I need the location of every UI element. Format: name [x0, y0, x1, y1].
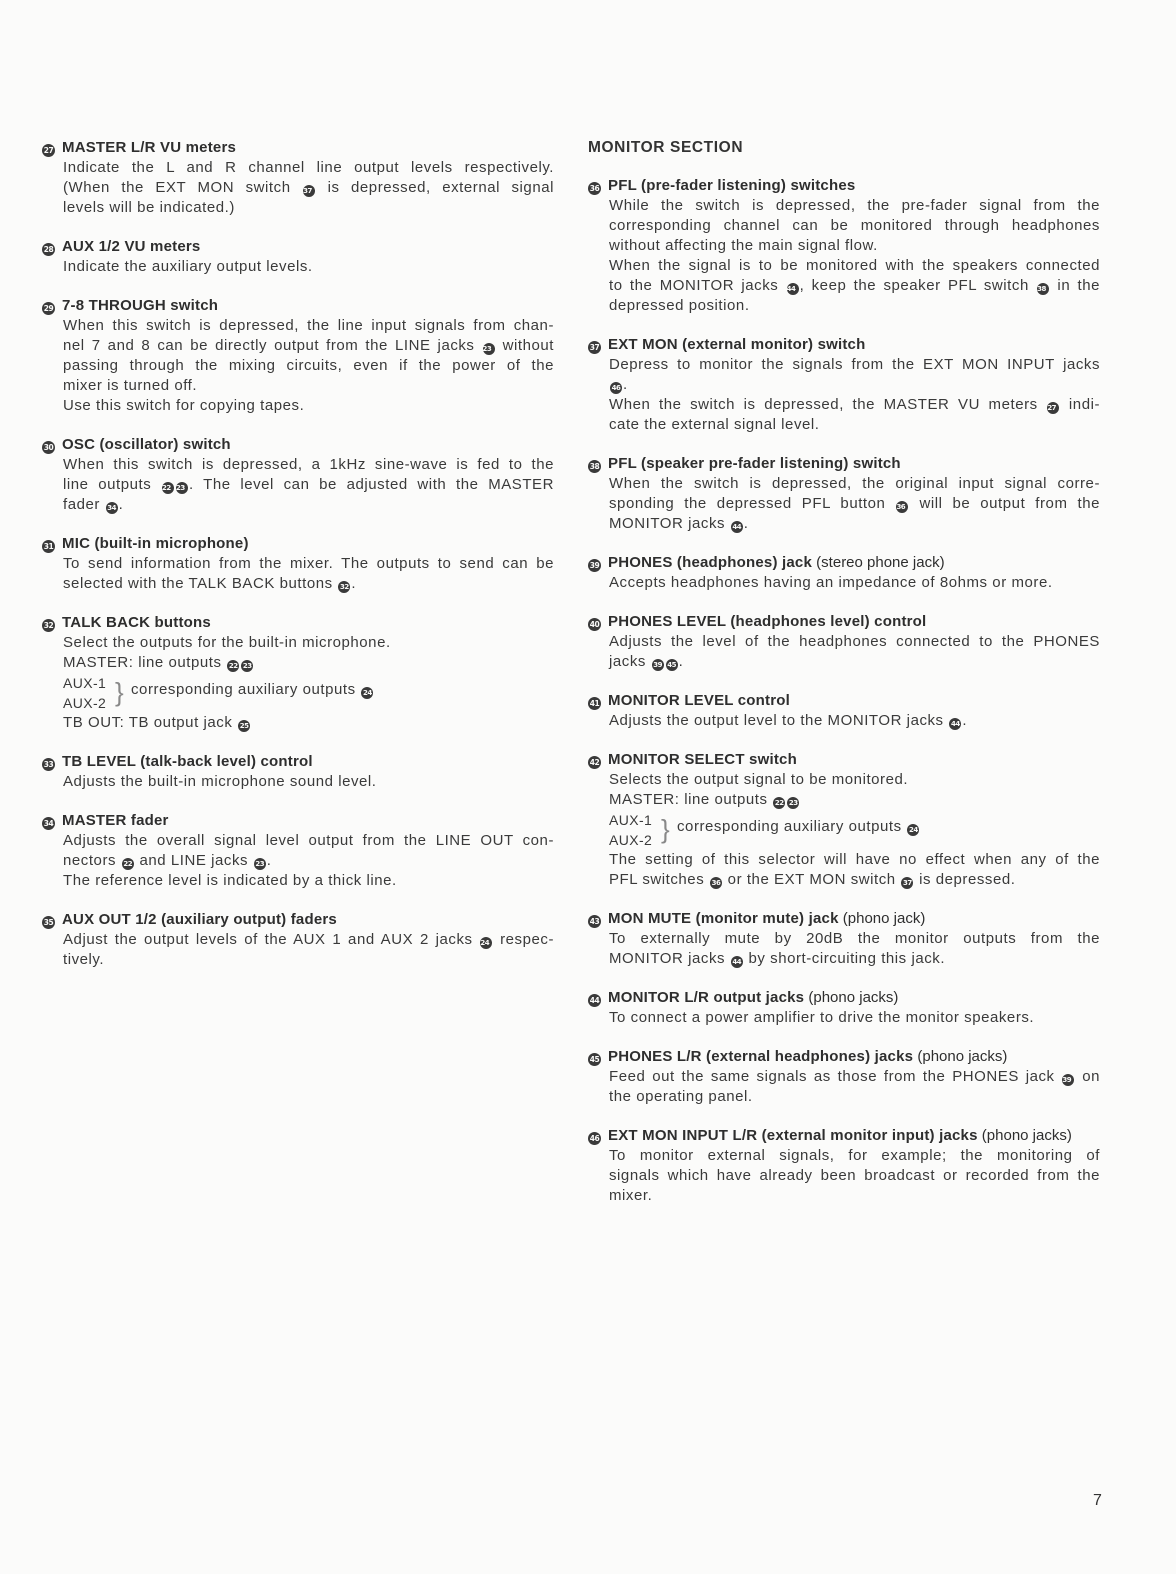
- entry-title: PFL (pre-fader listening) switches: [608, 177, 856, 194]
- reference-number-icon: 36: [896, 501, 908, 513]
- entry-30: [42, 435, 554, 515]
- aux-description: corresponding auxiliary outputs 24: [677, 818, 918, 835]
- text-line: PFL switches 36 or the EXT MON switch 37 is depressed.: [609, 871, 1016, 888]
- text-line: jacks 39 45 .: [609, 653, 684, 670]
- entry-title-note: (phono jacks): [913, 1048, 1008, 1065]
- entry-heading: [588, 454, 1100, 474]
- entry-43: [588, 909, 1100, 969]
- entry-heading: [42, 435, 554, 455]
- text-line: When the signal is to be monitored with the speakers connected: [609, 257, 1100, 274]
- entry-description: [63, 158, 554, 218]
- text-line: cate the external signal level.: [609, 416, 820, 433]
- text-line: To monitor external signals, for example; the monitoring of: [609, 1147, 1100, 1164]
- entry-heading: [588, 750, 1100, 770]
- entry-heading: [588, 1047, 1100, 1067]
- text-line: Adjusts the output level to the MONITOR jacks 44 .: [609, 712, 968, 729]
- text-line: Selects the output signal to be monitored.: [609, 771, 909, 788]
- item-number-icon: 32: [43, 621, 54, 630]
- entry-heading: [588, 612, 1100, 632]
- entry-title-note: (stereo phone jack): [812, 554, 945, 571]
- text-line: MONITOR jacks 44 by short-circuiting this jack.: [609, 950, 946, 967]
- entry-42: [588, 750, 1100, 890]
- item-number-icon: 27: [43, 146, 54, 155]
- item-number-icon: 30: [43, 443, 54, 452]
- entry-description: [63, 633, 554, 733]
- text-line: fader 34 .: [63, 496, 124, 513]
- entry-41: [588, 691, 1100, 731]
- right-column: [588, 138, 1100, 1225]
- text-line: When this switch is depressed, a 1kHz sine-wave is fed to the: [63, 456, 554, 473]
- text-line: To connect a power amplifier to drive the monitor speakers.: [609, 1009, 1035, 1026]
- entry-heading: [588, 335, 1100, 355]
- item-number-icon: 45: [589, 1055, 600, 1064]
- text-line: TB OUT: TB output jack 25: [63, 714, 249, 731]
- text-line: Adjust the output levels of the AUX 1 and AUX 2 jacks 24 respec-: [63, 931, 554, 948]
- text-line: To externally mute by 20dB the monitor outputs from the: [609, 930, 1100, 947]
- text-line: While the switch is depressed, the pre-fader signal from the: [609, 197, 1100, 214]
- reference-number-icon: 45: [667, 661, 677, 669]
- brace-icon: }: [115, 677, 124, 707]
- text-line: nectors 22 and LINE jacks 23 .: [63, 852, 272, 869]
- entry-description: [63, 831, 554, 891]
- item-number-icon: 31: [43, 542, 54, 551]
- entry-37: [588, 335, 1100, 435]
- reference-number-icon: 39: [1062, 1074, 1074, 1086]
- section-title: MONITOR SECTION: [588, 139, 744, 156]
- entry-title: MASTER fader: [62, 812, 169, 829]
- reference-number-icon: 37: [903, 879, 912, 887]
- entry-31: [42, 534, 554, 594]
- entry-description: [609, 355, 1100, 435]
- reference-number-icon: 44: [787, 283, 799, 295]
- text-line: The setting of this selector will have no effect when any of the: [609, 851, 1100, 868]
- reference-number-icon: 38: [1037, 283, 1049, 295]
- reference-number-icon: 34: [107, 504, 117, 512]
- text-line: the operating panel.: [609, 1088, 753, 1105]
- entry-heading: [42, 237, 554, 257]
- entry-title: EXT MON INPUT L/R (external monitor input) jacks: [608, 1127, 978, 1144]
- entry-29: [42, 296, 554, 416]
- reference-number-icon: 22: [228, 662, 238, 670]
- entry-title: MONITOR L/R output jacks: [608, 989, 805, 1006]
- text-line: MONITOR jacks 44 .: [609, 515, 749, 532]
- item-number-icon: 43: [589, 917, 600, 926]
- entry-36: [588, 176, 1100, 316]
- entry-description: [609, 196, 1100, 316]
- entry-title: PHONES LEVEL (headphones level) control: [608, 613, 927, 630]
- reference-number-icon: 32: [340, 583, 349, 591]
- text-line: 46 .: [611, 376, 628, 393]
- item-number-icon: 35: [43, 918, 54, 927]
- entry-description: [63, 554, 554, 594]
- reference-number-icon: 24: [480, 937, 492, 949]
- reference-number-icon: 23: [483, 343, 495, 355]
- entry-description: [609, 929, 1100, 969]
- text-line: When this switch is depressed, the line input signals from chan-: [63, 317, 554, 334]
- entry-description: [609, 474, 1100, 534]
- reference-number-icon: 23: [788, 799, 798, 807]
- entry-title: PFL (speaker pre-fader listening) switch: [608, 455, 901, 472]
- text-line: Adjusts the overall signal level output from the LINE OUT con-: [63, 832, 554, 849]
- text-line: When the switch is depressed, the MASTER VU meters 27 indi-: [609, 396, 1101, 413]
- text-line: Adjusts the level of the headphones connected to the PHONES: [609, 633, 1100, 650]
- text-line: Feed out the same signals as those from the PHONES jack 39 on: [609, 1068, 1100, 1085]
- entry-heading: [42, 138, 554, 158]
- entry-description: [609, 1067, 1100, 1107]
- text-line: mixer.: [609, 1187, 653, 1204]
- item-number-icon: 39: [589, 561, 600, 570]
- entry-40: [588, 612, 1100, 672]
- text-line: MASTER: line outputs 22 23: [63, 654, 252, 671]
- aux-label: AUX-1: [609, 812, 653, 828]
- item-number-icon: 46: [589, 1134, 600, 1143]
- text-line: The reference level is indicated by a thick line.: [63, 872, 397, 889]
- text-line: Use this switch for copying tapes.: [63, 397, 305, 414]
- entry-description: [609, 573, 1100, 593]
- text-line: without affecting the main signal flow.: [609, 237, 878, 254]
- text-line: to the MONITOR jacks 44 , keep the speaker PFL switch 38 in the: [609, 277, 1101, 294]
- entry-28: [42, 237, 554, 277]
- item-number-icon: 36: [589, 184, 600, 193]
- item-number-icon: 38: [589, 462, 600, 471]
- text-line: Depress to monitor the signals from the EXT MON INPUT jacks: [609, 356, 1100, 373]
- text-line: mixer is turned off.: [63, 377, 198, 394]
- entry-title: PHONES (headphones) jack: [608, 554, 813, 571]
- entry-title: AUX 1/2 VU meters: [62, 238, 201, 255]
- reference-number-icon: 23: [255, 860, 265, 868]
- entry-description: [609, 711, 1100, 731]
- item-number-icon: 34: [43, 819, 54, 828]
- aux-label: AUX-1: [63, 675, 107, 691]
- entry-heading: [42, 613, 554, 633]
- entry-description: [609, 770, 1100, 890]
- aux-description: corresponding auxiliary outputs 24: [131, 681, 372, 698]
- entry-title: PHONES L/R (external headphones) jacks: [608, 1048, 914, 1065]
- text-line: selected with the TALK BACK buttons 32 .: [63, 575, 357, 592]
- reference-number-icon: 22: [162, 482, 174, 494]
- text-line: MASTER: line outputs 22 23: [609, 791, 798, 808]
- entry-44: [588, 988, 1100, 1028]
- item-number-icon: 33: [43, 760, 54, 769]
- reference-number-icon: 37: [303, 185, 315, 197]
- text-line: Indicate the auxiliary output levels.: [63, 258, 313, 275]
- page-number: 7: [1093, 1492, 1102, 1509]
- entry-heading: [588, 553, 1100, 573]
- entry-title: EXT MON (external monitor) switch: [608, 336, 866, 353]
- entry-heading: [42, 811, 554, 831]
- item-number-icon: 42: [589, 758, 600, 767]
- entry-heading: [588, 909, 1100, 929]
- text-line: corresponding channel can be monitored through headphones: [609, 217, 1100, 234]
- entry-34: [42, 811, 554, 891]
- entry-46: [588, 1126, 1100, 1206]
- text-line: sponding the depressed PFL button 36 will be output from the: [609, 495, 1100, 512]
- text-line: passing through the mixing circuits, even if the power of the: [63, 357, 554, 374]
- item-number-icon: 40: [589, 620, 600, 629]
- text-line: When the switch is depressed, the original input signal corre-: [609, 475, 1100, 492]
- text-line: signals which have already been broadcast or recorded from the: [609, 1167, 1100, 1184]
- entry-heading: [588, 1126, 1100, 1146]
- entry-description: [609, 1008, 1100, 1028]
- entry-title: 7-8 THROUGH switch: [62, 297, 219, 314]
- entry-35: [42, 910, 554, 970]
- entry-27: [42, 138, 554, 218]
- entry-heading: [42, 296, 554, 316]
- entry-title: MIC (built-in microphone): [62, 535, 249, 552]
- entry-title: MON MUTE (monitor mute) jack: [608, 910, 839, 927]
- entry-45: [588, 1047, 1100, 1107]
- text-line: (When the EXT MON switch 37 is depressed, external signal: [63, 179, 554, 196]
- text-line: Adjusts the built-in microphone sound level.: [63, 773, 377, 790]
- entry-description: [63, 257, 554, 277]
- entry-33: [42, 752, 554, 792]
- reference-number-icon: 36: [711, 879, 721, 887]
- reference-number-icon: 23: [176, 482, 188, 494]
- text-line: depressed position.: [609, 297, 750, 314]
- entry-39: [588, 553, 1100, 593]
- reference-number-icon: 44: [732, 958, 742, 966]
- text-line: To send information from the mixer. The outputs to send can be: [63, 555, 554, 572]
- reference-number-icon: 23: [242, 662, 252, 670]
- entry-32: [42, 613, 554, 733]
- item-number-icon: 44: [589, 996, 600, 1005]
- text-line: tively.: [63, 951, 105, 968]
- entry-heading: [42, 534, 554, 554]
- entry-title: MONITOR LEVEL control: [608, 692, 790, 709]
- reference-number-icon: 44: [950, 720, 960, 728]
- entry-heading: [42, 910, 554, 930]
- reference-number-icon: 22: [774, 799, 784, 807]
- item-number-icon: 37: [589, 343, 600, 352]
- entry-heading: [588, 691, 1100, 711]
- text-line: nel 7 and 8 can be directly output from the LINE jacks 23 without: [63, 337, 554, 354]
- left-column: [42, 138, 554, 989]
- text-line: line outputs 22 23 . The level can be adjusted with the MASTER: [63, 476, 554, 493]
- reference-number-icon: 24: [909, 826, 918, 834]
- entry-title: TB LEVEL (talk-back level) control: [62, 753, 313, 770]
- entry-38: [588, 454, 1100, 534]
- entry-title: MASTER L/R VU meters: [62, 139, 237, 156]
- aux-label: AUX-2: [63, 695, 107, 711]
- aux-output-group: [609, 810, 1100, 850]
- entry-description: [609, 632, 1100, 672]
- text-line: Indicate the L and R channel line output levels respectively.: [63, 159, 554, 176]
- entry-title: OSC (oscillator) switch: [62, 436, 231, 453]
- text-line: Select the outputs for the built-in microphone.: [63, 634, 391, 651]
- aux-output-group: [63, 673, 554, 713]
- aux-label: AUX-2: [609, 832, 653, 848]
- entry-description: [63, 930, 554, 970]
- entry-description: [63, 316, 554, 416]
- entry-title: AUX OUT 1/2 (auxiliary output) faders: [62, 911, 337, 928]
- entry-title-note: (phono jacks): [977, 1127, 1072, 1144]
- entry-description: [609, 1146, 1100, 1206]
- reference-number-icon: 46: [611, 384, 621, 392]
- entry-title-note: (phono jacks): [804, 989, 899, 1006]
- reference-number-icon: 39: [653, 661, 663, 669]
- entry-heading: [588, 176, 1100, 196]
- brace-icon: }: [661, 814, 670, 844]
- reference-number-icon: 22: [123, 860, 133, 868]
- entry-title: TALK BACK buttons: [62, 614, 211, 631]
- entry-title-note: (phono jack): [838, 910, 926, 927]
- reference-number-icon: 27: [1047, 402, 1059, 414]
- entry-heading: [588, 988, 1100, 1008]
- item-number-icon: 28: [43, 245, 54, 254]
- item-number-icon: 29: [43, 304, 54, 313]
- entry-description: [63, 772, 554, 792]
- item-number-icon: 41: [589, 699, 600, 708]
- entry-heading: [42, 752, 554, 772]
- reference-number-icon: 44: [732, 523, 742, 531]
- entry-title: MONITOR SELECT switch: [608, 751, 797, 768]
- entry-description: [63, 455, 554, 515]
- reference-number-icon: 24: [363, 689, 372, 697]
- text-line: Accepts headphones having an impedance of 8ohms or more.: [609, 574, 1053, 591]
- reference-number-icon: 25: [239, 722, 249, 730]
- text-line: levels will be indicated.): [63, 199, 235, 216]
